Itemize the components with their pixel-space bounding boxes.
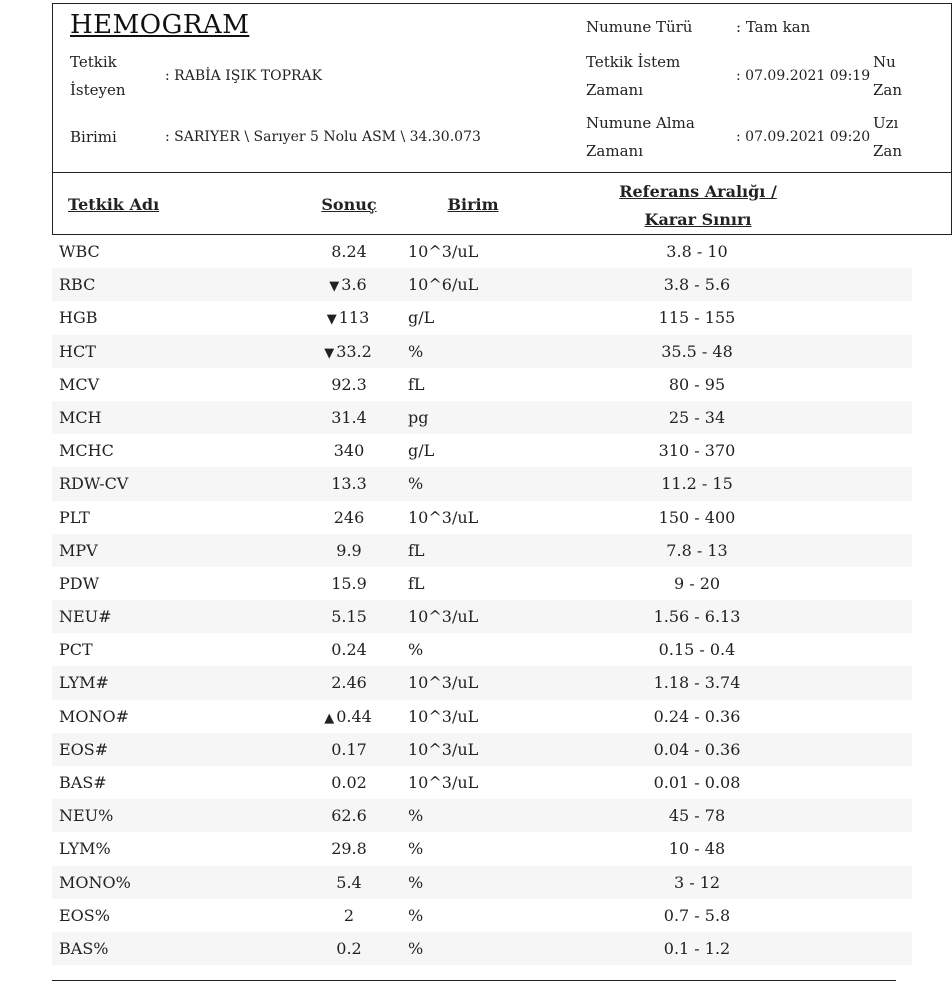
result-value: 62.6 bbox=[331, 806, 367, 826]
test-result bbox=[302, 301, 394, 336]
test-name: HGB bbox=[59, 308, 98, 328]
report-title: HEMOGRAM bbox=[70, 10, 250, 40]
test-unit: % bbox=[408, 806, 424, 826]
request-time-value: : 07.09.2021 09:19 bbox=[736, 68, 871, 84]
result-value: 33.2 bbox=[336, 341, 372, 361]
test-reference-range: 115 - 155 bbox=[658, 308, 736, 328]
column-header-unit: Birim bbox=[447, 194, 499, 214]
test-result bbox=[302, 567, 394, 602]
result-value: 92.3 bbox=[331, 374, 367, 394]
test-name: BAS% bbox=[59, 938, 109, 958]
test-result bbox=[302, 633, 394, 668]
test-result bbox=[302, 467, 394, 502]
table-row bbox=[52, 534, 912, 567]
requester-label: Tetkik İsteyen bbox=[70, 53, 126, 99]
result-value: 15.9 bbox=[331, 573, 367, 593]
test-result bbox=[302, 766, 394, 801]
table-row bbox=[52, 467, 912, 500]
table-row bbox=[52, 600, 912, 633]
result-value: 0.44 bbox=[336, 706, 372, 726]
test-reference-range: 0.7 - 5.8 bbox=[663, 905, 731, 925]
unit-label: Birimi bbox=[70, 128, 117, 146]
test-unit: 10^3/uL bbox=[408, 739, 479, 759]
test-result bbox=[302, 335, 394, 370]
test-result bbox=[302, 534, 394, 569]
result-value: 0.24 bbox=[331, 640, 367, 660]
test-unit: fL bbox=[408, 573, 425, 593]
test-reference-range: 80 - 95 bbox=[668, 374, 726, 394]
test-unit: % bbox=[408, 938, 424, 958]
table-row bbox=[52, 866, 912, 899]
test-reference-range: 3.8 - 10 bbox=[666, 242, 728, 261]
test-name: PCT bbox=[59, 640, 93, 660]
result-value: 340 bbox=[333, 441, 365, 461]
test-reference-range: 3 - 12 bbox=[673, 872, 721, 892]
test-unit: 10^6/uL bbox=[408, 275, 479, 295]
result-value: 246 bbox=[333, 507, 365, 527]
test-name: PLT bbox=[59, 507, 90, 527]
test-result bbox=[302, 268, 394, 303]
result-value: 113 bbox=[338, 308, 370, 328]
test-result bbox=[302, 799, 394, 834]
table-row bbox=[52, 666, 912, 699]
test-name: LYM% bbox=[59, 839, 111, 859]
test-unit: % bbox=[408, 640, 424, 660]
requester-value: : RABİA IŞIK TOPRAK bbox=[165, 68, 323, 84]
result-flag-icon: ▼ bbox=[324, 345, 335, 361]
test-name: WBC bbox=[59, 242, 100, 261]
table-row bbox=[52, 567, 912, 600]
test-result bbox=[302, 368, 394, 403]
test-reference-range: 1.18 - 3.74 bbox=[653, 673, 741, 693]
result-flag-icon: ▼ bbox=[326, 312, 337, 328]
sampling-extra-label: Uzı Zan bbox=[873, 114, 903, 160]
test-reference-range: 35.5 - 48 bbox=[661, 341, 733, 361]
test-reference-range: 45 - 78 bbox=[668, 806, 726, 826]
test-reference-range: 0.15 - 0.4 bbox=[658, 640, 736, 660]
table-row bbox=[52, 235, 912, 268]
test-unit: 10^3/uL bbox=[408, 673, 479, 693]
result-value: 9.9 bbox=[336, 540, 362, 560]
test-reference-range: 7.8 - 13 bbox=[666, 540, 728, 560]
test-name: NEU# bbox=[59, 607, 112, 627]
result-value: 8.24 bbox=[331, 242, 367, 261]
test-name: MONO# bbox=[59, 706, 130, 726]
test-result bbox=[302, 733, 394, 768]
test-name: BAS# bbox=[59, 773, 107, 792]
test-reference-range: 0.24 - 0.36 bbox=[653, 706, 741, 726]
test-name: MCHC bbox=[59, 441, 114, 461]
result-value: 0.17 bbox=[331, 739, 367, 759]
table-row bbox=[52, 434, 912, 467]
test-result bbox=[302, 700, 394, 735]
test-result bbox=[302, 666, 394, 701]
test-name: MPV bbox=[59, 540, 98, 560]
results-table bbox=[52, 235, 912, 965]
table-row bbox=[52, 766, 912, 799]
column-header-name: Tetkik Adı bbox=[68, 194, 160, 214]
test-result bbox=[302, 401, 394, 436]
test-result bbox=[302, 434, 394, 469]
table-row bbox=[52, 799, 912, 832]
test-name: PDW bbox=[59, 573, 100, 593]
test-unit: g/L bbox=[408, 441, 435, 461]
column-header-reference bbox=[608, 178, 788, 234]
sampling-time-value: : 07.09.2021 09:20 bbox=[736, 129, 871, 145]
result-value: 0.2 bbox=[336, 938, 362, 958]
test-unit: % bbox=[408, 341, 424, 361]
result-value: 13.3 bbox=[331, 474, 367, 494]
request-time-label: Tetkik İstem Zamanı bbox=[586, 53, 681, 99]
test-unit: % bbox=[408, 905, 424, 925]
test-unit: pg bbox=[408, 407, 429, 427]
result-value: 5.15 bbox=[331, 607, 367, 627]
table-row bbox=[52, 368, 912, 401]
test-unit: 10^3/uL bbox=[408, 706, 479, 726]
test-reference-range: 0.01 - 0.08 bbox=[653, 773, 741, 792]
test-name: RBC bbox=[59, 275, 96, 295]
table-row bbox=[52, 733, 912, 766]
test-reference-range: 1.56 - 6.13 bbox=[653, 607, 741, 627]
test-reference-range: 9 - 20 bbox=[673, 573, 721, 593]
test-unit: % bbox=[408, 872, 424, 892]
report-header-box bbox=[52, 3, 952, 235]
request-extra-label: Nu Zan bbox=[873, 53, 903, 99]
unit-value: : SARIYER \ Sarıyer 5 Nolu ASM \ 34.30.073 bbox=[165, 129, 481, 145]
test-reference-range: 0.04 - 0.36 bbox=[653, 739, 741, 759]
test-unit: 10^3/uL bbox=[408, 773, 479, 792]
sample-type-value: : Tam kan bbox=[736, 18, 811, 36]
test-result bbox=[302, 866, 394, 901]
test-name: LYM# bbox=[59, 673, 109, 693]
bottom-rule bbox=[52, 980, 896, 981]
test-unit: fL bbox=[408, 540, 425, 560]
sampling-time-label: Numune Alma Zamanı bbox=[586, 114, 695, 160]
table-row bbox=[52, 401, 912, 434]
table-row bbox=[52, 268, 912, 301]
table-row bbox=[52, 932, 912, 965]
result-value: 29.8 bbox=[331, 839, 367, 859]
test-result bbox=[302, 899, 394, 934]
table-row bbox=[52, 700, 912, 733]
test-unit: g/L bbox=[408, 308, 435, 328]
test-unit: 10^3/uL bbox=[408, 507, 479, 527]
test-reference-range: 25 - 34 bbox=[668, 407, 726, 427]
test-name: NEU% bbox=[59, 806, 114, 826]
test-result bbox=[302, 501, 394, 536]
test-name: RDW-CV bbox=[59, 474, 129, 494]
result-flag-icon: ▲ bbox=[324, 710, 335, 726]
test-reference-range: 310 - 370 bbox=[658, 441, 736, 461]
result-value: 31.4 bbox=[331, 407, 367, 427]
test-reference-range: 3.8 - 5.6 bbox=[663, 275, 731, 295]
test-name: HCT bbox=[59, 341, 96, 361]
table-row bbox=[52, 335, 912, 368]
test-reference-range: 11.2 - 15 bbox=[661, 474, 733, 494]
result-value: 5.4 bbox=[336, 872, 362, 892]
test-unit: % bbox=[408, 839, 424, 859]
test-reference-range: 0.1 - 1.2 bbox=[663, 938, 731, 958]
test-unit: fL bbox=[408, 374, 425, 394]
test-name: EOS% bbox=[59, 905, 110, 925]
test-result bbox=[302, 235, 394, 270]
test-reference-range: 10 - 48 bbox=[668, 839, 726, 859]
test-unit: 10^3/uL bbox=[408, 242, 479, 261]
table-row bbox=[52, 501, 912, 534]
reference-header-line2: Karar Sınırı bbox=[644, 210, 752, 229]
result-value: 3.6 bbox=[341, 275, 367, 295]
result-value: 2.46 bbox=[331, 673, 367, 693]
test-result bbox=[302, 932, 394, 967]
test-result bbox=[302, 832, 394, 867]
table-row bbox=[52, 832, 912, 865]
test-name: MCV bbox=[59, 374, 100, 394]
test-result bbox=[302, 600, 394, 635]
result-flag-icon: ▼ bbox=[329, 279, 340, 295]
result-value: 2 bbox=[343, 905, 355, 925]
test-name: EOS# bbox=[59, 739, 109, 759]
test-unit: 10^3/uL bbox=[408, 607, 479, 627]
result-value: 0.02 bbox=[331, 773, 367, 792]
sample-type-label: Numune Türü bbox=[586, 18, 693, 36]
table-row bbox=[52, 301, 912, 334]
table-row bbox=[52, 633, 912, 666]
column-header-result: Sonuç bbox=[321, 194, 377, 214]
reference-header-line1: Referans Aralığı / bbox=[619, 182, 777, 201]
test-reference-range: 150 - 400 bbox=[658, 507, 736, 527]
table-row bbox=[52, 899, 912, 932]
test-unit: % bbox=[408, 474, 424, 494]
test-name: MONO% bbox=[59, 872, 131, 892]
test-name: MCH bbox=[59, 407, 102, 427]
